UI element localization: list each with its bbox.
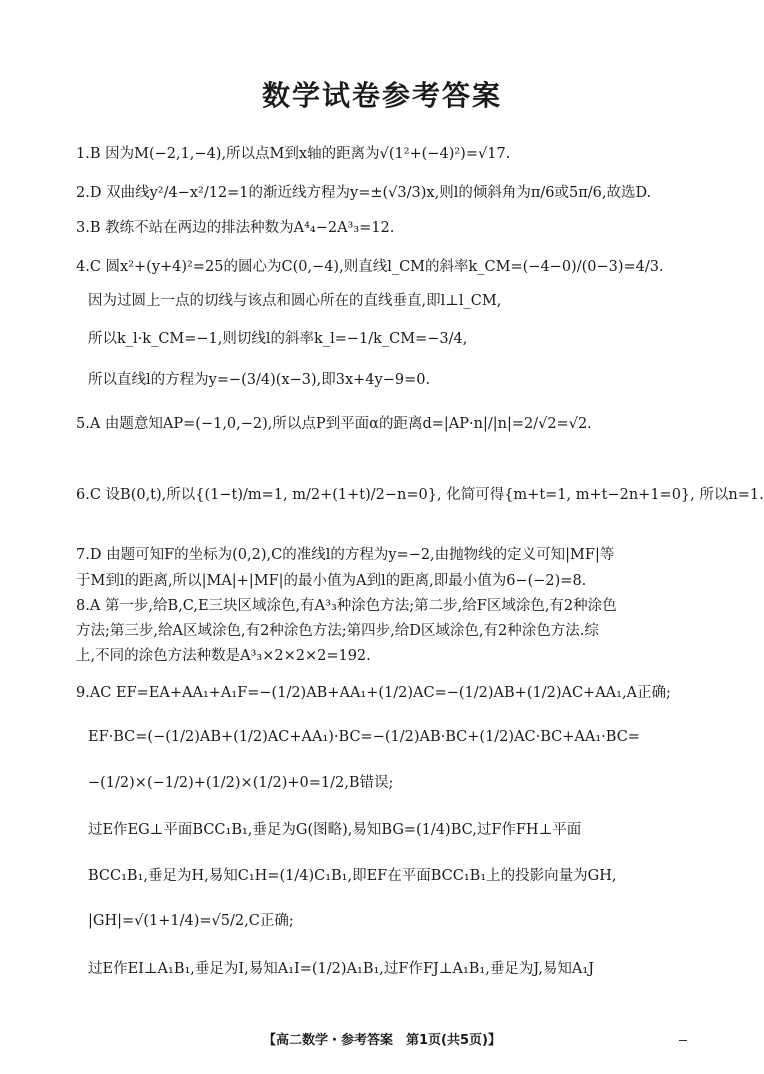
answer-7-line-2: 于M到l的距离,所以|MA|+|MF|的最小值为A到l的距离,即最小值为6−(−2)=8.	[76, 573, 587, 589]
answer-4-line-4: 所以直线l的方程为y=−(3/4)(x−3),即3x+4y−9=0.	[88, 372, 431, 388]
answer-4: 4.C 圆x²+(y+4)²=25的圆心为C(0,−4),则直线l_CM的斜率k_CM=(−4−0)/(0−3)=4/3.	[76, 259, 664, 275]
answer-9-line-6: |GH|=√(1+1/4)=√5/2,C正确;	[88, 913, 294, 929]
answer-7-line-1: 7.D 由题可知F的坐标为(0,2),C的准线l的方程为y=−2,由抛物线的定义可知|MF|等	[76, 547, 615, 563]
page-title: 数学试卷参考答案	[261, 79, 502, 112]
answer-9-line-7: 过E作EI⊥A₁B₁,垂足为I,易知A₁I=(1/2)A₁B₁,过F作FJ⊥A₁B₁,垂足为J,易知A₁J	[88, 961, 595, 977]
answer-3: 3.B 教练不站在两边的排法种数为A⁴₄−2A³₃=12.	[76, 220, 395, 236]
answer-9-line-1: 9.AC EF=EA+AA₁+A₁F=−(1/2)AB+AA₁+(1/2)AC=−(1/2)AB+(1/2)AC+AA₁,A正确;	[76, 685, 671, 701]
answer-4-line-3: 所以k_l·k_CM=−1,则切线l的斜率k_l=−1/k_CM=−3/4,	[88, 331, 468, 347]
answer-2: 2.D 双曲线y²/4−x²/12=1的渐近线方程为y=±(√3/3)x,则l的倾斜角为π/6或5π/6,故选D.	[76, 185, 652, 201]
answer-6: 6.C 设B(0,t),所以{(1−t)/m=1, m/2+(1+t)/2−n=0}, 化简可得{m+t=1, m+t−2n+1=0}, 所以n=1.	[76, 487, 764, 503]
answer-9-line-2: EF·BC=(−(1/2)AB+(1/2)AC+AA₁)·BC=−(1/2)AB·BC+(1/2)AC·BC+AA₁·BC=	[88, 729, 640, 745]
answer-8-line-2: 方法;第三步,给A区域涂色,有2种涂色方法;第四步,给D区域涂色,有2种涂色方法.综	[76, 623, 599, 639]
footer-mark	[679, 1040, 687, 1041]
page-footer: 【高二数学・参考答案 第1页(共5页)】	[263, 1033, 501, 1048]
answer-8-line-1: 8.A 第一步,给B,C,E三块区域涂色,有A³₃种涂色方法;第二步,给F区域涂色,有2种涂色	[76, 598, 617, 614]
answer-9-line-5: BCC₁B₁,垂足为H,易知C₁H=(1/4)C₁B₁,即EF在平面BCC₁B₁上的投影向量为GH,	[88, 868, 617, 884]
answer-9-line-4: 过E作EG⊥平面BCC₁B₁,垂足为G(图略),易知BG=(1/4)BC,过F作FH⊥平面	[88, 822, 582, 838]
answer-8-line-3: 上,不同的涂色方法种数是A³₃×2×2×2=192.	[76, 648, 371, 664]
answer-4-line-2: 因为过圆上一点的切线与该点和圆心所在的直线垂直,即l⊥l_CM,	[88, 293, 502, 309]
answer-1: 1.B 因为M(−2,1,−4),所以点M到x轴的距离为√(1²+(−4)²)=√17.	[76, 146, 511, 162]
answer-5: 5.A 由题意知AP=(−1,0,−2),所以点P到平面α的距离d=|AP·n|/|n|=2/√2=√2.	[76, 416, 592, 432]
answer-9-line-3: −(1/2)×(−1/2)+(1/2)×(1/2)+0=1/2,B错误;	[88, 775, 394, 791]
